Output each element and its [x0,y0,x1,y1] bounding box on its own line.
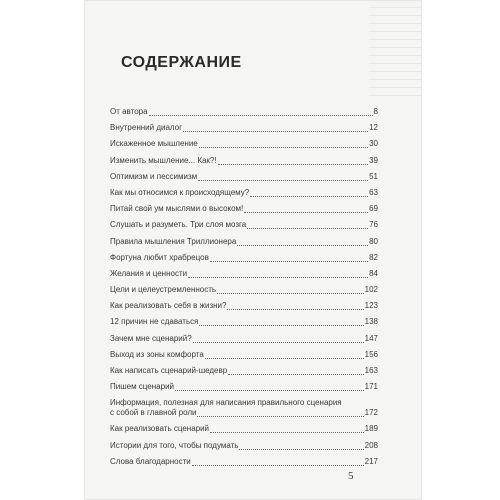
table-of-contents [110,107,378,473]
toc-entry-title: Фортуна любит храбрецов [110,252,209,262]
toc-entry [110,398,378,424]
toc-entry [110,301,378,317]
toc-entry-title: Как мы относимся к происходящему? [110,187,250,197]
toc-entry [110,317,378,333]
dot-leader [205,350,364,359]
toc-entry [110,350,378,366]
page-title: СОДЕРЖАНИЕ [121,54,242,71]
toc-entry [110,334,378,350]
toc-entry [110,441,378,457]
dot-leader [237,237,368,246]
toc-entry-page: 123 [364,301,378,311]
dot-leader [149,107,373,116]
dot-leader [244,204,368,213]
toc-entry-title: Цели и целеустремленность [110,285,217,295]
dot-leader [217,285,364,294]
toc-entry-title: Информация, полезная для написания правильного сценария [110,398,342,408]
dot-leader [193,334,364,343]
toc-entry-page: 51 [369,171,378,181]
toc-entry [110,285,378,301]
dot-leader [210,253,368,262]
dot-leader [199,317,363,326]
toc-entry [110,139,378,155]
toc-entry-page: 69 [369,204,378,214]
dot-leader [198,172,368,181]
toc-entry-page: 80 [369,236,378,246]
dot-leader [228,366,363,375]
toc-entry-page: 189 [364,424,378,434]
toc-entry-title: Изменить мышление... Как?! [110,155,217,165]
toc-entry-title: Желания и ценности [110,268,188,278]
toc-entry-title: Питай свой ум мыслями о высоком! [110,204,244,214]
toc-entry-title: Слова благодарности [110,456,191,466]
toc-entry-page: 147 [364,333,378,343]
dot-leader [247,220,368,229]
toc-entry [110,107,378,123]
toc-entry [110,204,378,220]
toc-entry [110,188,378,204]
toc-entry-title: Пишем сценарий [110,382,175,392]
toc-entry-title: Искаженное мышление [110,139,198,149]
toc-entry [110,220,378,236]
toc-entry-page: 76 [369,220,378,230]
toc-entry [110,156,378,172]
toc-entry-title: Внутренний диалог [110,123,183,133]
dot-leader [199,139,368,148]
toc-entry-title: От автора [110,107,148,116]
toc-entry-page: 163 [364,366,378,375]
toc-entry [110,269,378,285]
dot-leader [188,269,368,278]
dot-leader [239,441,363,450]
dot-leader [250,188,368,197]
toc-entry-page: 82 [369,252,378,262]
dot-leader [175,382,364,391]
toc-entry [110,457,378,473]
toc-entry-page: 171 [364,382,378,392]
toc-entry-page: 102 [364,285,378,295]
toc-entry-page: 39 [369,155,378,165]
toc-entry-title: Оптимизм и пессимизм [110,171,198,181]
toc-entry [110,382,378,398]
dot-leader [183,123,368,132]
toc-entry-title: Выход из зоны комфорта [110,349,204,359]
toc-entry-page: 63 [369,187,378,197]
dot-leader [227,301,363,310]
toc-entry-title: Зачем мне сценарий? [110,333,192,343]
toc-entry-title: Слушать и разуметь. Три слоя мозга [110,220,247,230]
toc-entry-page: 208 [364,440,378,450]
toc-entry [110,172,378,188]
toc-entry-title: Как реализовать сценарий [110,424,210,434]
dot-leader [192,457,364,466]
toc-entry-page: 138 [364,317,378,327]
toc-entry-page: 156 [364,349,378,359]
toc-entry [110,123,378,139]
book-page [84,0,422,500]
dot-leader [218,156,368,165]
toc-entry-page: 30 [369,139,378,149]
toc-entry-page: 172 [364,408,378,418]
toc-entry [110,366,378,382]
toc-entry-page: 217 [364,456,378,466]
dot-leader [210,424,364,433]
toc-entry [110,253,378,269]
page-number: 5 [348,470,354,482]
toc-entry-title: 12 причин не сдаваться [110,317,199,327]
toc-entry-page: 84 [369,268,378,278]
toc-entry-page: 8 [373,107,378,116]
toc-entry-title: Как реализовать себя в жизни? [110,301,227,311]
show-through-text [369,0,422,100]
toc-entry [110,424,378,440]
toc-entry-title: Правила мышления Триллионера [110,236,237,246]
toc-entry-title: Истории для того, чтобы подумать [110,440,239,450]
dot-leader [197,408,363,417]
toc-entry-title: Как написать сценарий-шедевр [110,366,228,375]
toc-entry-title-continued: с собой в главной роли [110,408,197,418]
toc-entry-page: 12 [369,123,378,133]
toc-entry [110,237,378,253]
